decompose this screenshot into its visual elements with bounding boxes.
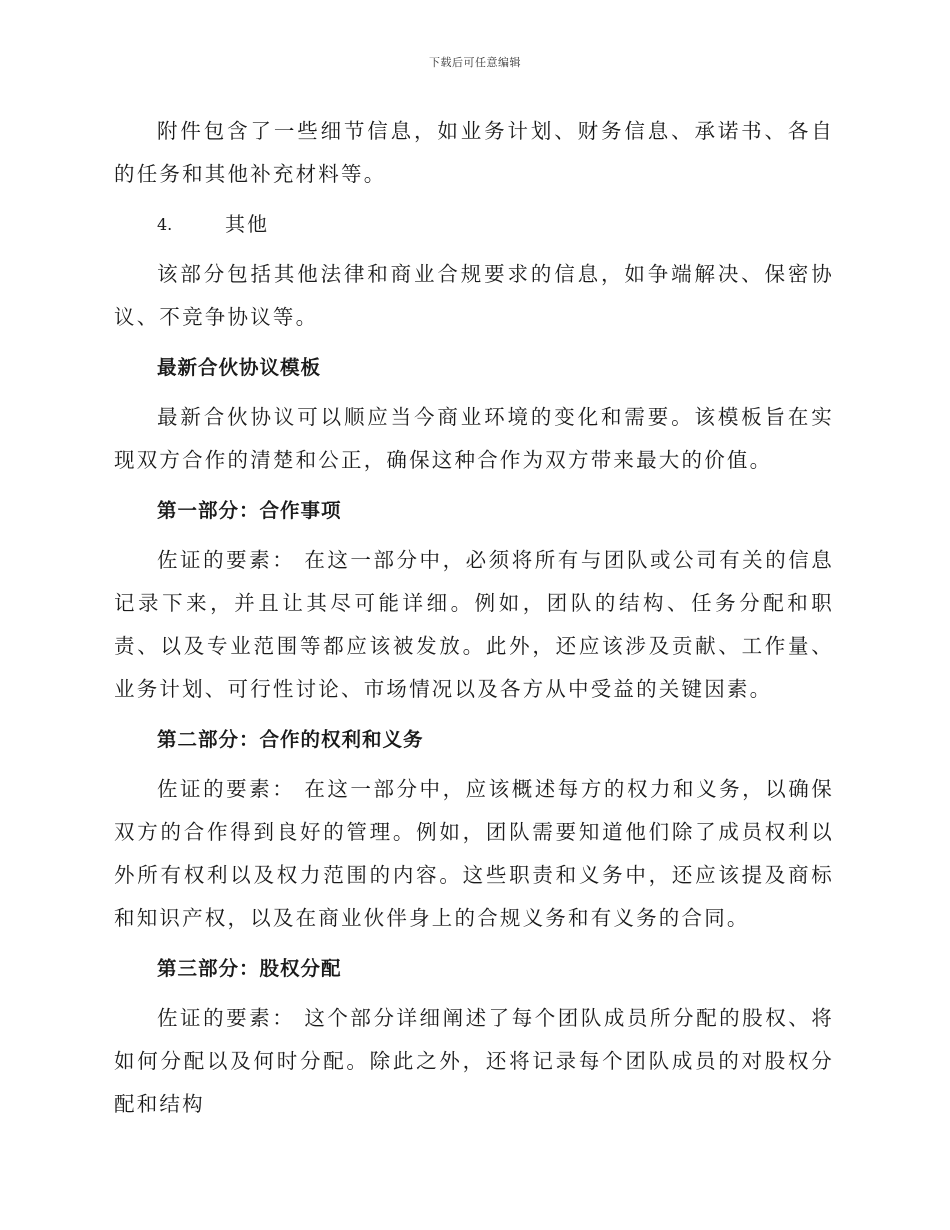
heading-part-two: 第二部分：合作的权利和义务 xyxy=(157,728,424,751)
paragraph-part-three: 佐证的要素： 这个部分详细阐述了每个团队成员所分配的股权、将如何分配以及何时分配。除此之外，还将记录每个团队成员的对股权分配和结构 xyxy=(114,1006,834,1116)
page-header-note: 下载后可任意编辑 xyxy=(429,56,521,69)
document-body xyxy=(114,110,834,1133)
heading-latest-template: 最新合伙协议模板 xyxy=(157,356,322,379)
heading-part-three: 第三部分：股权分配 xyxy=(157,957,342,980)
item-number: 4. xyxy=(157,215,173,234)
numbered-item-other xyxy=(114,203,834,246)
paragraph-other-info: 该部分包括其他法律和商业合规要求的信息，如争端解决、保密协议、不竞争协议等。 xyxy=(114,262,834,329)
paragraph-template-intro: 最新合伙协议可以顺应当今商业环境的变化和需要。该模板旨在实现双方合作的清楚和公正，确保这种合作为双方带来最大的价值。 xyxy=(114,405,834,472)
heading-part-one: 第一部分：合作事项 xyxy=(157,499,342,522)
paragraph-part-two: 佐证的要素： 在这一部分中，应该概述每方的权力和义务，以确保双方的合作得到良好的管理。例如，团队需要知道他们除了成员权利以外所有权利以及权力范围的内容。这些职责和义务中，还应该提及商标和知识产权，以及在商业伙伴身上的合规义务和有义务的合同。 xyxy=(114,777,834,930)
paragraph-attachments: 附件包含了一些细节信息，如业务计划、财务信息、承诺书、各自的任务和其他补充材料等。 xyxy=(114,119,834,186)
paragraph-part-one: 佐证的要素： 在这一部分中，必须将所有与团队或公司有关的信息记录下来，并且让其尽可能详细。例如，团队的结构、任务分配和职责、以及专业范围等都应该被发放。此外，还应该涉及贡献、工作量、业务计划、可行性讨论、市场情况以及各方从中受益的关键因素。 xyxy=(114,548,834,701)
item-title: 其他 xyxy=(225,212,269,236)
